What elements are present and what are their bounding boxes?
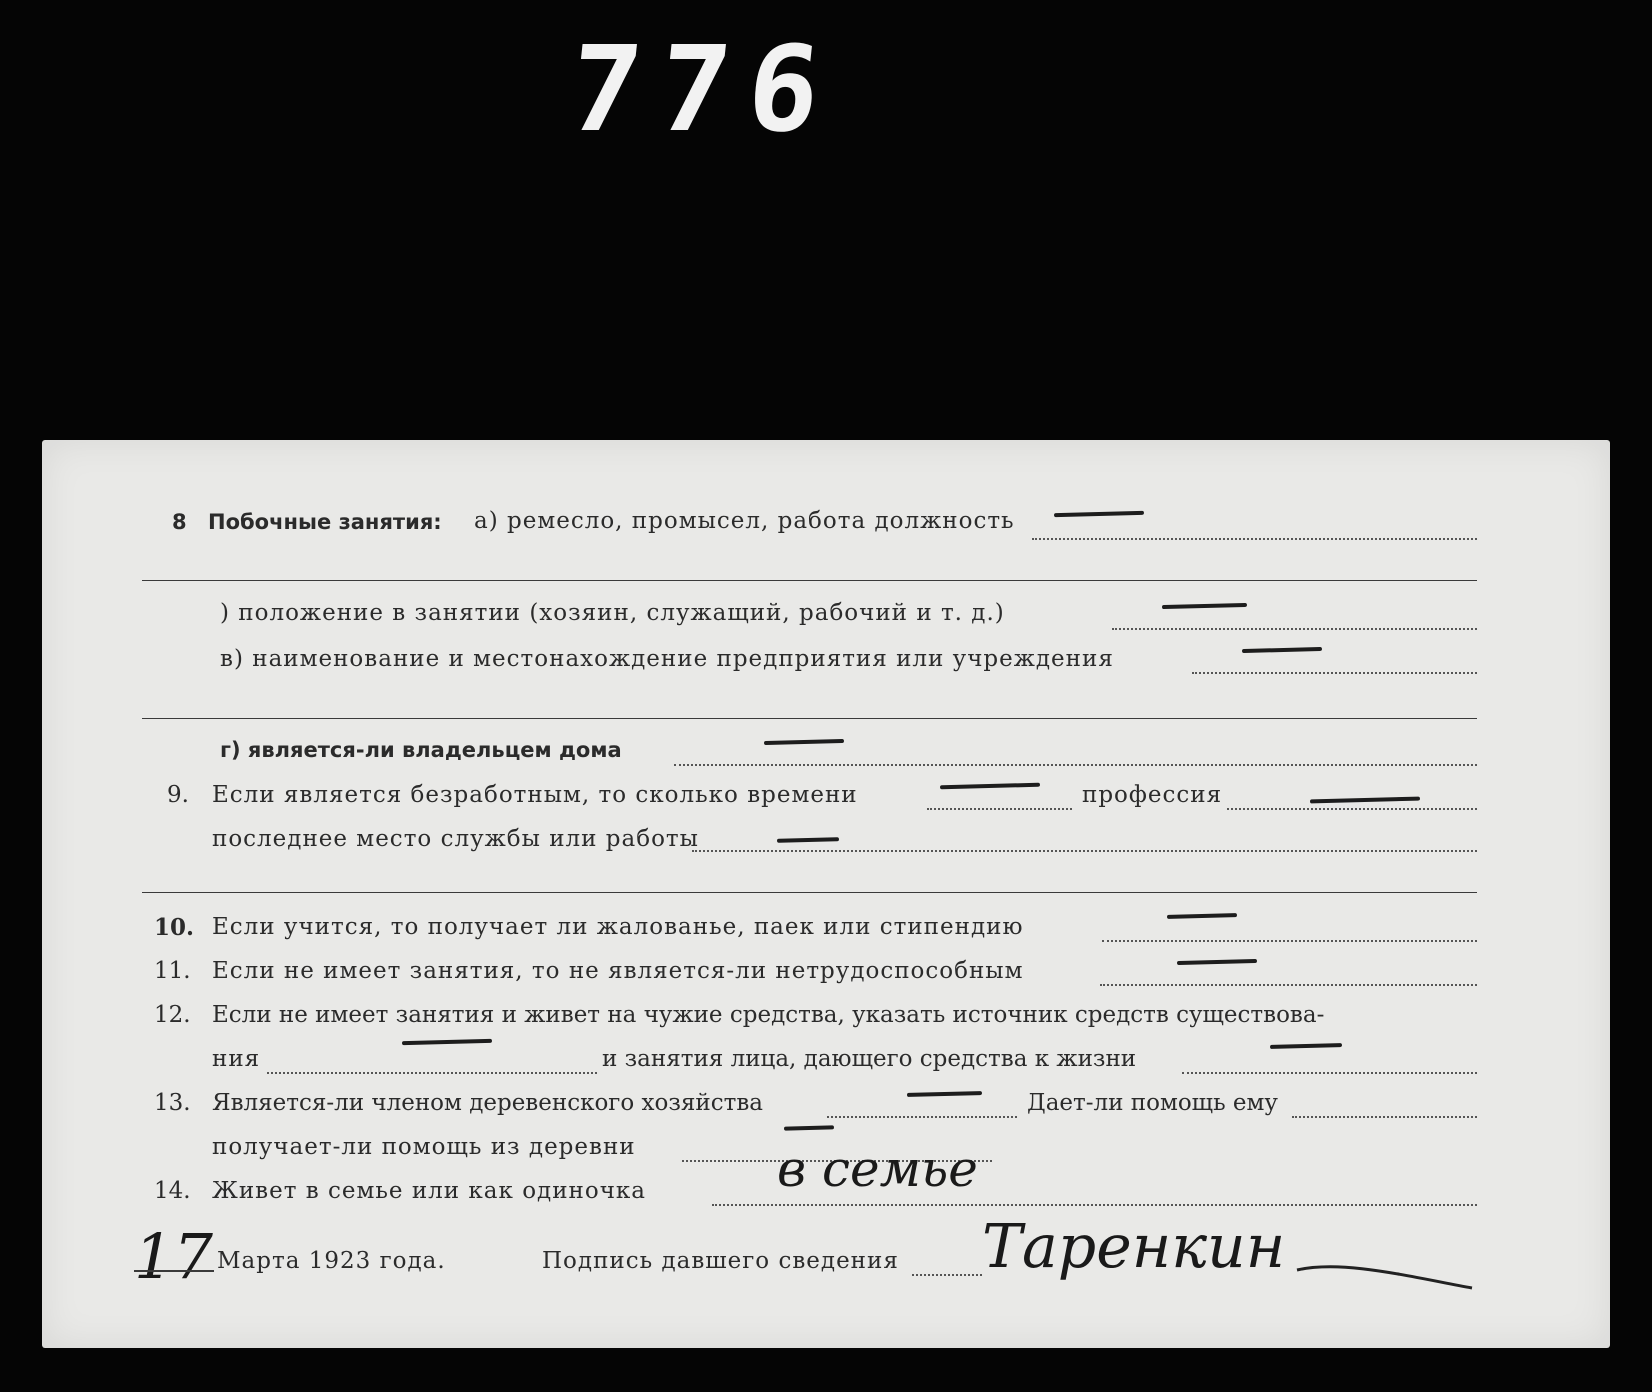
q8-b-label: ) положение в занятии (хозяин, служащий, рабочий и т. д.) bbox=[220, 600, 1005, 626]
q12-source-dash bbox=[402, 1039, 492, 1045]
q10-label: Если учится, то получает ли жалованье, паек или стипендию bbox=[212, 914, 1024, 940]
q8-v-label: в) наименование и местонахождение предприятия или учреждения bbox=[220, 646, 1114, 672]
q8-v-blank bbox=[1192, 672, 1477, 674]
q14-number: 14. bbox=[154, 1178, 191, 1204]
q12-provider-blank bbox=[1182, 1072, 1477, 1074]
q9-profession-label: профессия bbox=[1082, 782, 1223, 808]
q8-g-blank bbox=[674, 764, 1477, 766]
q9-time-blank bbox=[927, 808, 1072, 810]
q9-last-place-label: последнее место службы или работы bbox=[212, 826, 699, 852]
q8-a-rule bbox=[142, 580, 1477, 581]
q10-dash bbox=[1167, 913, 1237, 919]
q13-village-dash bbox=[784, 1125, 834, 1130]
q13-help-label: Дает-ли помощь ему bbox=[1027, 1090, 1278, 1116]
q8-a-blank bbox=[1032, 538, 1477, 540]
q8-b-blank bbox=[1112, 628, 1477, 630]
q9-profession-dash bbox=[1310, 797, 1420, 804]
q8-v-rule bbox=[142, 718, 1477, 719]
q8-g-dash bbox=[764, 739, 844, 745]
q14-label: Живет в семье или как одиночка bbox=[212, 1178, 647, 1204]
q12-source-blank bbox=[267, 1072, 597, 1074]
q9-time-dash bbox=[940, 783, 1040, 790]
q8-a-label: а) ремесло, промысел, работа должность bbox=[474, 508, 1015, 534]
footer-day-rule bbox=[134, 1270, 214, 1272]
q9-rule bbox=[142, 892, 1477, 893]
q13-member-dash bbox=[907, 1091, 982, 1097]
footer-signature-blank bbox=[912, 1274, 982, 1276]
census-card bbox=[42, 440, 1610, 1348]
q13-village-label: получает-ли помощь из деревни bbox=[212, 1134, 636, 1160]
q13-help-blank bbox=[1292, 1116, 1477, 1118]
q14-blank bbox=[712, 1204, 1477, 1206]
q9-last-place-dash bbox=[777, 837, 839, 843]
q8-b-dash bbox=[1162, 603, 1247, 609]
q12-label: Если не имеет занятия и живет на чужие средства, указать источник средств существова- bbox=[212, 1002, 1325, 1028]
q9-number: 9. bbox=[167, 782, 189, 808]
q9-last-place-blank bbox=[692, 850, 1477, 852]
footer-day: 17 bbox=[134, 1220, 213, 1293]
q13-member-blank bbox=[827, 1116, 1017, 1118]
q11-dash bbox=[1177, 959, 1257, 965]
footer-signature-label: Подпись давшего сведения bbox=[542, 1248, 899, 1274]
q12-provider-dash bbox=[1270, 1043, 1342, 1049]
q10-number: 10. bbox=[154, 914, 195, 941]
q10-blank bbox=[1102, 940, 1477, 942]
frame-number: 776 bbox=[562, 20, 845, 158]
signature-flourish bbox=[1292, 1230, 1482, 1300]
q8-g-label: г) является-ли владельцем дома bbox=[220, 738, 622, 762]
q13-label: Является-ли членом деревенского хозяйства bbox=[212, 1090, 763, 1116]
footer-date: Марта 1923 года. bbox=[217, 1248, 446, 1274]
q9-label: Если является безработным, то сколько времени bbox=[212, 782, 858, 808]
q9-profession-blank bbox=[1227, 808, 1477, 810]
q8-a-dash bbox=[1054, 511, 1144, 517]
q12-number: 12. bbox=[154, 1002, 191, 1028]
q14-answer: в семье bbox=[777, 1140, 978, 1198]
q12-label-cont: ния bbox=[212, 1046, 261, 1072]
footer-signature: Таренкин bbox=[982, 1212, 1286, 1282]
q11-blank bbox=[1100, 984, 1477, 986]
q13-number: 13. bbox=[154, 1090, 191, 1116]
q12-provider-label: и занятия лица, дающего средства к жизни bbox=[602, 1046, 1137, 1072]
q8-title: Побочные занятия: bbox=[208, 510, 442, 534]
q11-number: 11. bbox=[154, 958, 191, 984]
q8-number: 8 bbox=[172, 510, 187, 534]
q8-v-dash bbox=[1242, 647, 1322, 653]
q11-label: Если не имеет занятия, то не является-ли нетрудоспособным bbox=[212, 958, 1024, 984]
